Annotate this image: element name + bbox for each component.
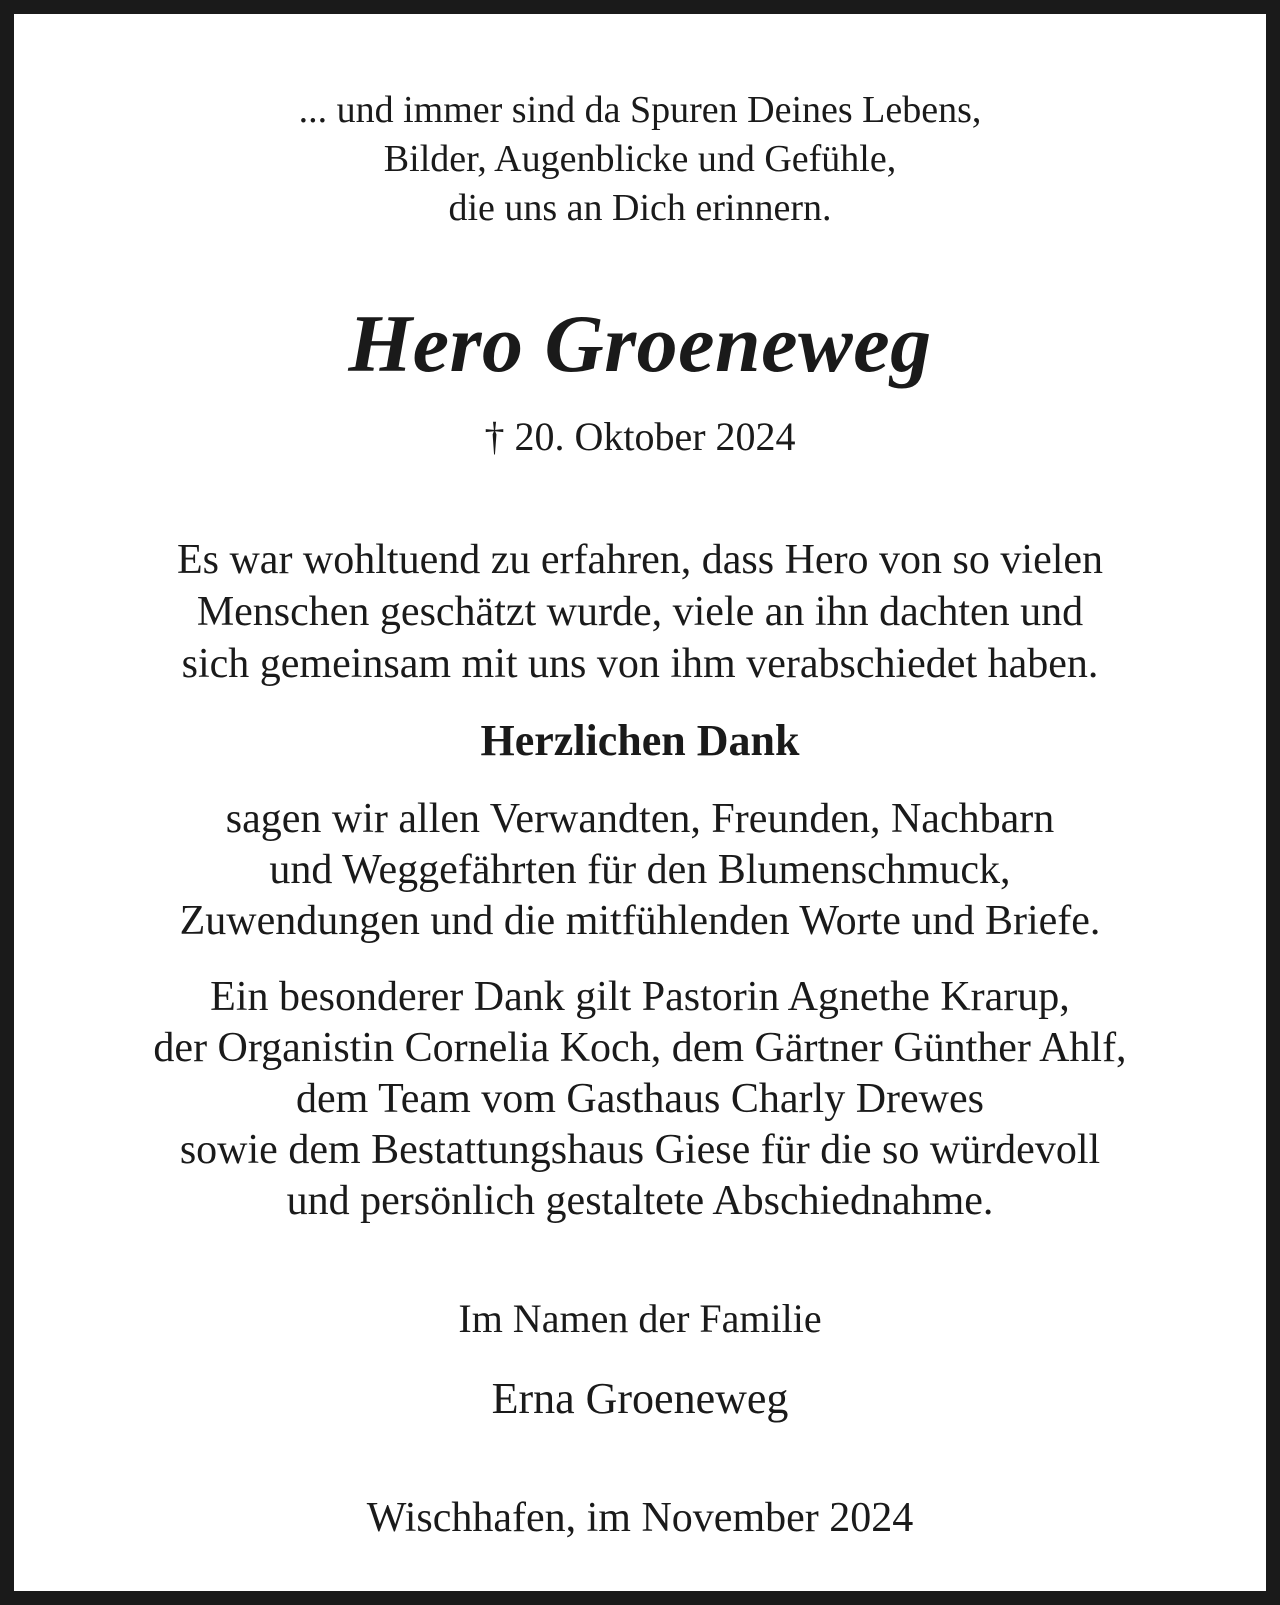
thanks-line: sagen wir allen Verwandten, Freunden, Nachbarn [225,796,1055,842]
special-thanks-line: Ein besonderer Dank gilt Pastorin Agnethe Krarup, [210,974,1070,1020]
intro-line: sich gemeinsam mit uns von ihm verabschiedet haben. [181,641,1099,687]
thanks-line: und Weggefährten für den Blumenschmuck, [269,847,1011,893]
intro-paragraph [14,534,1266,690]
thanks-line: Zuwendungen und die mitfühlenden Worte und Briefe. [179,898,1101,944]
thanks-heading: Herzlichen Dank [480,716,800,765]
place-and-date: Wischhafen, im November 2024 [366,1495,914,1541]
motto-line: die uns an Dich erinnern. [448,187,832,229]
deceased-name: Hero Groeneweg [348,298,932,389]
intro-line: Menschen geschätzt wurde, viele an ihn dachten und [196,589,1084,635]
thanks-paragraph [14,794,1266,947]
special-thanks-line: der Organistin Cornelia Koch, dem Gärtner Günther Ahlf, [153,1025,1127,1071]
death-date: † 20. Oktober 2024 [484,414,796,459]
family-label: Im Namen der Familie [458,1296,822,1341]
signer-name: Erna Groeneweg [491,1374,789,1423]
special-thanks-line: sowie dem Bestattungshaus Giese für die so würdevoll [179,1127,1101,1173]
special-thanks-line: und persönlich gestaltete Abschiednahme. [286,1178,994,1224]
motto-line: ... und immer sind da Spuren Deines Lebens, [298,89,982,131]
intro-line: Es war wohltuend zu erfahren, dass Hero von so vielen [176,537,1104,583]
special-thanks-line: dem Team vom Gasthaus Charly Drewes [296,1076,984,1122]
special-thanks-paragraph [14,972,1266,1227]
motto-line: Bilder, Augenblicke und Gefühle, [383,138,897,180]
motto-verse [14,86,1266,233]
